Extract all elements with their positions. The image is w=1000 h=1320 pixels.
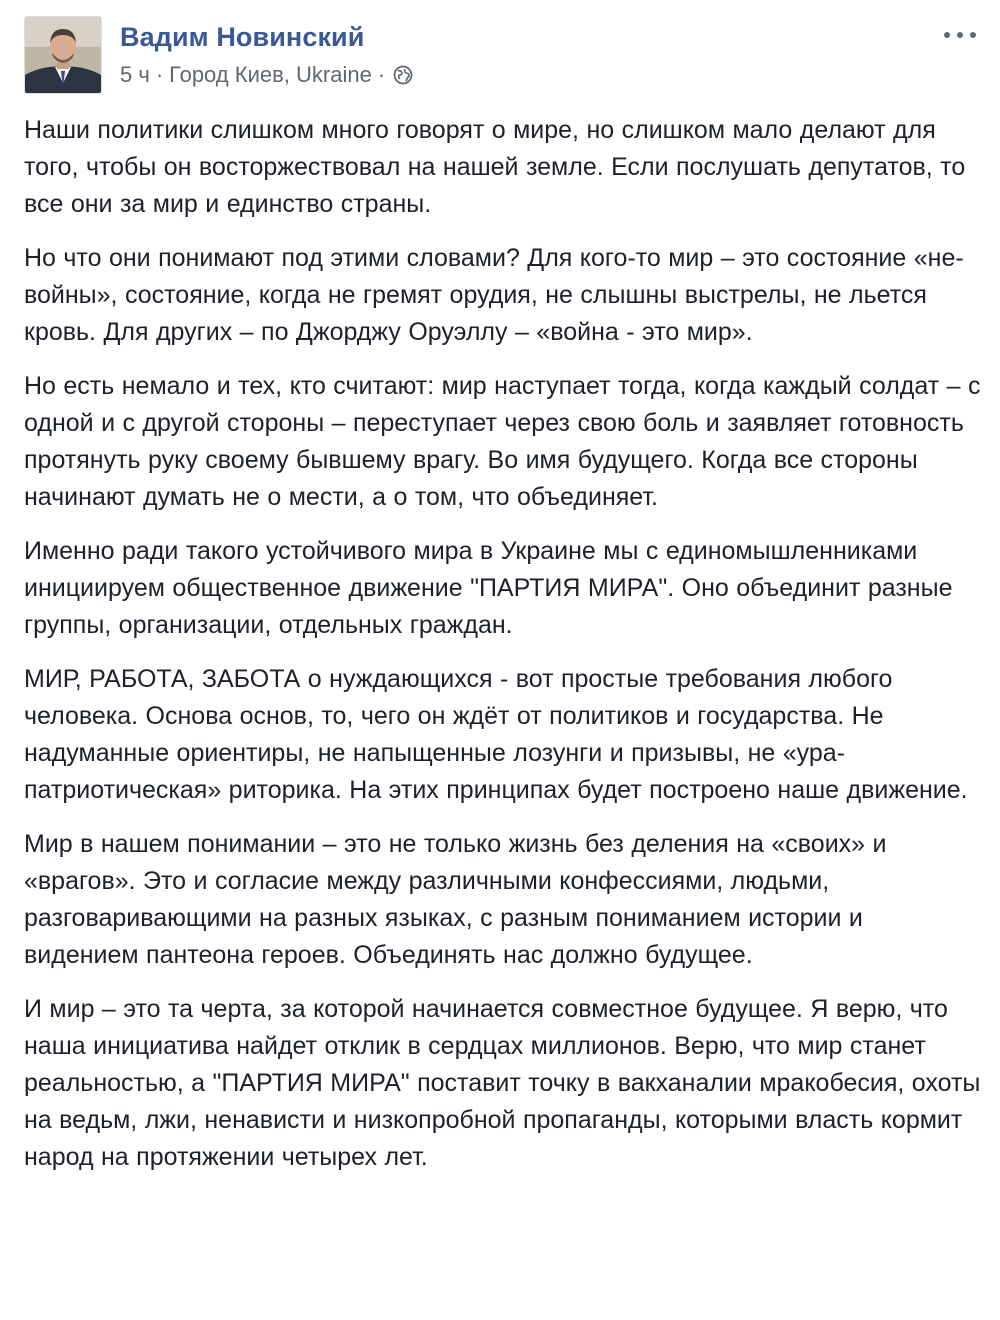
author-name-link[interactable]: Вадим Новинский (120, 22, 365, 52)
post-timestamp[interactable]: 5 ч (120, 62, 150, 87)
dot-icon (970, 32, 976, 38)
post-paragraph: Но что они понимают под этими словами? Для кого-то мир – это состояние «не-войны», состояние, когда не гремят орудия, не слышны выстрелы, не льется кровь. Для других – по Джорджу Оруэллу – «война - это мир». (24, 244, 964, 346)
dot-icon (957, 32, 963, 38)
post-paragraph: МИР, РАБОТА, ЗАБОТА о нуждающихся - вот простые требования любого человека. Основа основ, то, чего он ждёт от политиков и государства. Не надуманные ориентиры, не напыщенные лозунги и призывы, не «ура-патриотическая» риторика. На этих принципах будет построено наше движение. (24, 665, 968, 804)
post-paragraph: Мир в нашем понимании – это не только жизнь без деления на «своих» и «врагов». Это и согласие между различными конфессиями, людьми, разговаривающими на разных языках, с разным пониманием истории и видением пантеона героев. Объединять нас должно будущее. (24, 830, 887, 969)
post-header (24, 16, 976, 94)
avatar[interactable] (24, 16, 102, 94)
post-paragraph: Наши политики слишком много говорят о мире, но слишком мало делают для того, чтобы он восторжествовал на нашей земле. Если послушать депутатов, то все они за мир и единство страны. (24, 116, 966, 218)
globe-icon[interactable] (393, 65, 413, 85)
dot-icon (944, 32, 950, 38)
post-paragraph: И мир – это та черта, за которой начинается совместное будущее. Я верю, что наша инициатива найдет отклик в сердцах миллионов. Верю, что мир станет реальностью, а "ПАРТИЯ МИРА" поставит точку в вакханалии мракобесия, охоты на ведьм, лжи, ненависти и низкопробной пропаганды, которыми власть кормит народ на протяжении четырех лет. (24, 995, 981, 1171)
meta-separator: · (155, 62, 164, 87)
avatar-photo (25, 17, 101, 93)
meta-separator: · (377, 62, 386, 87)
post-paragraph: Но есть немало и тех, кто считают: мир наступает тогда, когда каждый солдат – с одной и с другой стороны – переступает через свою боль и заявляет готовность протянуть руку своему бывшему врагу. Во имя будущего. Когда все стороны начинают думать не о мести, а о том, что объединяет. (24, 372, 981, 511)
post-meta (120, 62, 413, 88)
more-options-icon[interactable] (944, 28, 976, 42)
post-body (24, 112, 984, 1193)
post-paragraph: Именно ради такого устойчивого мира в Украине мы с единомышленниками инициируем общественное движение "ПАРТИЯ МИРА". Оно объединит разные группы, организации, отдельных граждан. (24, 537, 953, 639)
post-location[interactable]: Город Киев, Ukraine (169, 62, 372, 87)
